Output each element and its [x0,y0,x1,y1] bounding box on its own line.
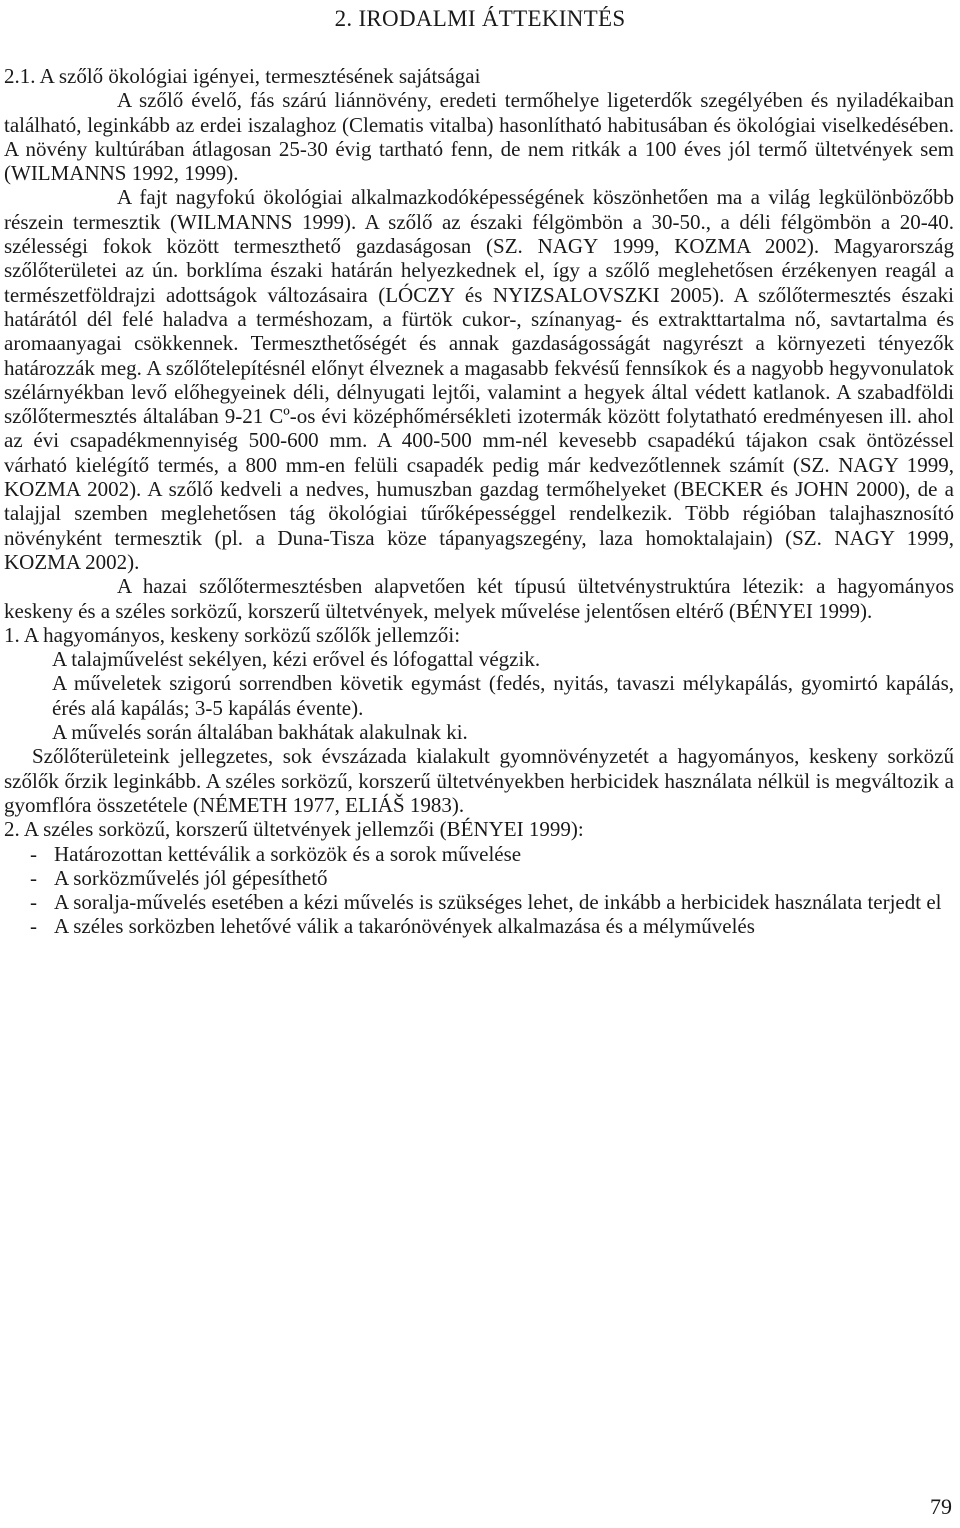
document-body [4,64,954,939]
list-1-item: A talajművelést sekélyen, kézi erővel és lófogattal végzik. [52,647,541,672]
list-1-item: A műveletek szigorú sorrendben követik egymást (fedés, nyitás, tavaszi mélykapálás, gyomirtó kapálás, érés alá kapálás; 3-5 kapálás évente). [52,671,954,720]
list-1-item: A művelés során általában bakhátak alakulnak ki. [52,720,468,745]
list-2-item: - Határozottan kettéválik a sorközök és a sorok művelése [4,842,954,866]
list-1-heading: 1. A hagyományos, keskeny sorközű szőlők jellemzői: [4,622,461,647]
paragraph-3: A hazai szőlőtermesztésben alapvetően két típusú ültetvénystruktúra létezik: a hagyományos keskeny és a széles sorközű, korszerű ültetvények, melyek művelése jelentősen eltérő (BÉNYEI 1999). [4,574,954,623]
list-2-heading: 2. A széles sorközű, korszerű ültetvények jellemzői (BÉNYEI 1999): [4,817,584,842]
list-2 [4,842,954,939]
paragraph-1: A szőlő évelő, fás szárú liánnövény, eredeti termőhelye ligeterdők szegélyében és nyiladékaiban található, leginkább az erdei iszalaghoz (Clematis vitalba) hasonlítható habitusában és ökológiai viselkedésében. A növény kultúrában átlagosan 25-30 évig tartható fenn, de nem ritkák a 100 éves jól termő ültetvények sem (WILMANNS 1992, 1999). [4,88,954,186]
paragraph-4: Szőlőterületeink jellegzetes, sok évszázada kialakult gyomnövényzetét a hagyományos, keskeny sorközű szőlők őrzik leginkább. A széles sorközű, korszerű ültetvényekben herbicidek használata nélkül is megváltozik a gyomflóra összetétele (NÉMETH 1977, ELIÁŠ 1983). [4,744,954,817]
section-title: 2.1. A szőlő ökológiai igényei, termesztésének sajátságai [4,64,481,88]
list-2-item: - A soralja-művelés esetében a kézi művelés is szükséges lehet, de inkább a herbicidek használata terjedt el [4,890,954,914]
page-number: 79 [930,1494,952,1519]
chapter-title: 2. IRODALMI ÁTTEKINTÉS [334,6,626,31]
paragraph-2: A fajt nagyfokú ökológiai alkalmazkodóképességének köszönhetően ma a világ legkülönbözőbb részein termesztik (WILMANNS 1999). A szőlő az északi félgömbön a 30-50., a déli félgömbön a 20-40. szélességi fokok között termeszthető gazdaságosan (SZ. NAGY 1999, KOZMA 2002). Magyarország szőlőterületei az ún. borklíma északi határán helyezkednek el, így a szőlő meglehetősen érzékenyen reagál a természetföldrajzi adottságok változásaira (LÓCZY és NYIZSALOVSZKI 2005). A szőlőtermesztés északi határától dél felé haladva a terméshozam, a fürtök cukor-, színanyag- és extrakttartalma nő, savtartalma és aromaanyagai csökkennek. Termeszthetőségét és annak gazdaságosságát nagyrészt a környezeti tényezők határozzák meg. A szőlőtelepítésnél előnyt élveznek a magasabb fekvésű fennsíkok és a nagyobb hegyvonulatok szélárnyékban levő előhegyeinek déli, délnyugati lejtői, valamint a hegyek által védett katlanok. A szabadföldi szőlőtermesztés általában 9-21 Cº-os évi középhőmérsékleti izotermák között folytatható eredményesen ill. ahol az évi csapadékmennyiség 500-600 mm. A 400-500 mm-nél kevesebb csapadékú tájakon csak öntözéssel várható kielégítő termés, a 800 mm-en felüli csapadék pedig már kedvezőtlennek számít (SZ. NAGY 1999, KOZMA 2002). A szőlő kedveli a nedves, humuszban gazdag termőhelyeket (BECKER és JOHN 2000), de a talajjal szemben meglehetősen tág ökológiai tűrőképességgel rendelkezik. Több régióban talajhasznosító növényként termesztik (pl. a Duna-Tisza köze tápanyagszegény, laza homoktalajain) (SZ. NAGY 1999, KOZMA 2002). [4,185,954,574]
list-2-item: - A széles sorközben lehetővé válik a takarónövények alkalmazása és a mélyművelés [4,914,954,938]
list-2-item: - A sorközművelés jól gépesíthető [4,866,954,890]
